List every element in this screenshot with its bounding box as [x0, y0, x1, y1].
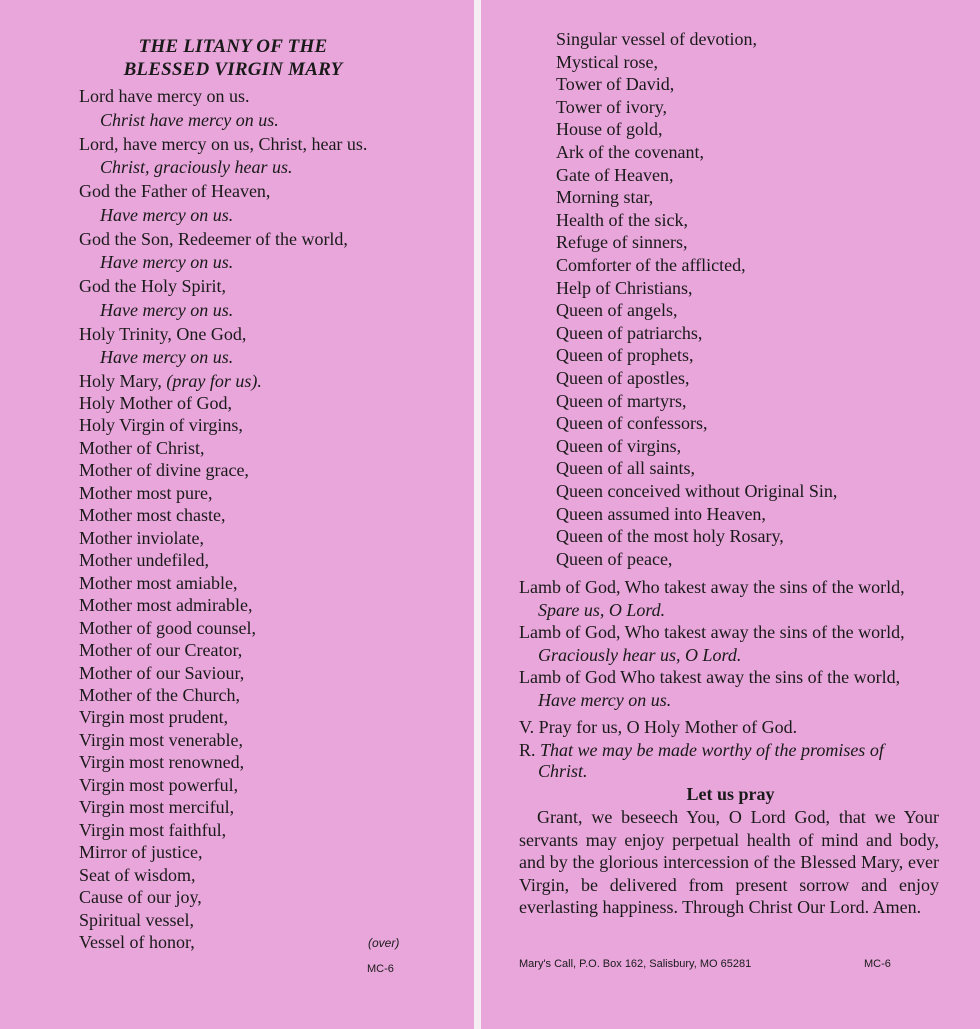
title-line-1: THE LITANY OF THE — [138, 36, 328, 57]
invocation-line: Holy Virgin of virgins, — [79, 415, 243, 436]
invocation-line: Mother most amiable, — [79, 572, 238, 593]
invocation-line: Mother of Christ, — [79, 437, 205, 458]
litany-title — [0, 35, 466, 81]
invocation-line: Queen of patriarchs, — [556, 322, 703, 343]
agnus-petition: Lamb of God, Who takest away the sins of the world, — [519, 577, 905, 597]
invocation-line: Queen of prophets, — [556, 345, 694, 366]
card-divider — [474, 0, 481, 1029]
versicle-line: V. Pray for us, O Holy Mother of God. — [519, 717, 798, 737]
invocation-line: Seat of wisdom, — [79, 864, 196, 885]
invocation-line: Queen of apostles, — [556, 368, 690, 388]
litany-response: Christ, graciously hear us. — [100, 157, 293, 178]
left-card-code: MC-6 — [367, 963, 394, 975]
agnus-response: Have mercy on us. — [538, 690, 672, 710]
litany-response: Have mercy on us. — [100, 252, 234, 273]
litany-petition: Lord, have mercy on us, Christ, hear us. — [79, 133, 368, 154]
holy-mary-line — [79, 371, 262, 391]
invocation-line: Mirror of justice, — [79, 842, 203, 863]
let-us-pray-heading: Let us pray — [686, 784, 775, 804]
invocation-line: Mother of the Church, — [79, 684, 240, 705]
invocation-line: Mother most pure, — [79, 482, 213, 503]
invocation-line: Virgin most prudent, — [79, 707, 229, 728]
invocation-line: Mother of good counsel, — [79, 617, 256, 638]
agnus-petition: Lamb of God, Who takest away the sins of the world, — [519, 622, 905, 643]
invocation-line: Help of Christians, — [556, 277, 693, 298]
invocation-line: Tower of ivory, — [556, 96, 668, 117]
agnus-response: Graciously hear us, O Lord. — [538, 644, 742, 665]
invocation-line: Vessel of honor, — [79, 932, 195, 953]
litany-petition: Lord have mercy on us. — [79, 86, 250, 106]
invocation-line: Queen assumed into Heaven, — [556, 503, 766, 524]
footer-address: Mary's Call, P.O. Box 162, Salisbury, MO 65281 — [519, 958, 752, 970]
invocation-line: Queen of angels, — [556, 300, 678, 321]
invocation-line: Mystical rose, — [556, 51, 658, 72]
litany-petition: God the Father of Heaven, — [79, 181, 271, 201]
litany-response: Have mercy on us. — [100, 299, 234, 320]
invocation-line: Mother of divine grace, — [79, 460, 249, 481]
invocation-line: Gate of Heaven, — [556, 164, 674, 185]
over-note: (over) — [368, 936, 400, 950]
pray-for-us-text: (pray for us). — [166, 371, 262, 391]
response-continuation: Christ. — [538, 761, 588, 781]
invocation-line: Comforter of the afflicted, — [556, 255, 746, 275]
response-label: R. — [519, 740, 541, 760]
invocation-line: House of gold, — [556, 119, 663, 140]
invocation-line: Mother of our Creator, — [79, 640, 243, 661]
invocation-line: Cause of our joy, — [79, 887, 202, 908]
litany-response: Christ have mercy on us. — [100, 109, 279, 130]
holy-mary-text: Holy Mary, — [79, 371, 167, 391]
invocation-line: Queen conceived without Original Sin, — [556, 481, 838, 501]
invocation-line: Virgin most merciful, — [79, 797, 235, 818]
title-line-2: BLESSED VIRGIN MARY — [123, 59, 343, 80]
right-card-code: MC-6 — [864, 958, 891, 970]
response-text: That we may be made worthy of the promises of — [540, 740, 884, 760]
invocation-line: Mother of our Saviour, — [79, 662, 245, 683]
invocation-line: Mother most admirable, — [79, 595, 253, 616]
invocation-line: Refuge of sinners, — [556, 232, 688, 253]
invocation-line: Queen of martyrs, — [556, 390, 687, 411]
litany-petition: Holy Trinity, One God, — [79, 323, 247, 344]
agnus-petition: Lamb of God Who takest away the sins of the world, — [519, 667, 901, 688]
invocation-line: Virgin most venerable, — [79, 729, 244, 750]
litany-response: Have mercy on us. — [100, 347, 234, 368]
invocation-line: Singular vessel of devotion, — [556, 29, 757, 49]
invocation-line: Queen of confessors, — [556, 413, 708, 434]
litany-response: Have mercy on us. — [100, 204, 234, 225]
invocation-line: Spiritual vessel, — [79, 909, 194, 930]
left-prayer-card — [0, 0, 474, 1029]
closing-prayer: Grant, we beseech You, O Lord God, that we Your servants may enjoy perpetual health of mind and body, and by the glorious intercession of the Blessed Mary, ever Virgin, be delivered from present sorrow and enjoy everlasting happiness. Through Christ Our Lord. Amen. — [519, 807, 939, 918]
invocation-line: Queen of the most holy Rosary, — [556, 526, 784, 547]
litany-petition: God the Holy Spirit, — [79, 276, 226, 296]
invocation-line: Virgin most powerful, — [79, 774, 239, 795]
invocation-line: Virgin most renowned, — [79, 752, 245, 773]
invocation-line: Morning star, — [556, 187, 654, 208]
response-line — [519, 740, 884, 760]
invocation-line: Health of the sick, — [556, 209, 688, 230]
invocation-line: Queen of virgins, — [556, 435, 682, 456]
invocation-line: Mother most chaste, — [79, 505, 226, 526]
invocation-line: Mother undefiled, — [79, 550, 209, 571]
invocation-line: Mother inviolate, — [79, 527, 204, 548]
invocation-line: Holy Mother of God, — [79, 393, 232, 413]
invocation-line: Virgin most faithful, — [79, 819, 227, 840]
invocation-line: Queen of peace, — [556, 548, 673, 569]
invocation-line: Ark of the covenant, — [556, 142, 704, 162]
invocation-line: Tower of David, — [556, 74, 675, 95]
agnus-response: Spare us, O Lord. — [538, 599, 666, 620]
litany-petition: God the Son, Redeemer of the world, — [79, 228, 348, 249]
invocation-line: Queen of all saints, — [556, 458, 695, 479]
